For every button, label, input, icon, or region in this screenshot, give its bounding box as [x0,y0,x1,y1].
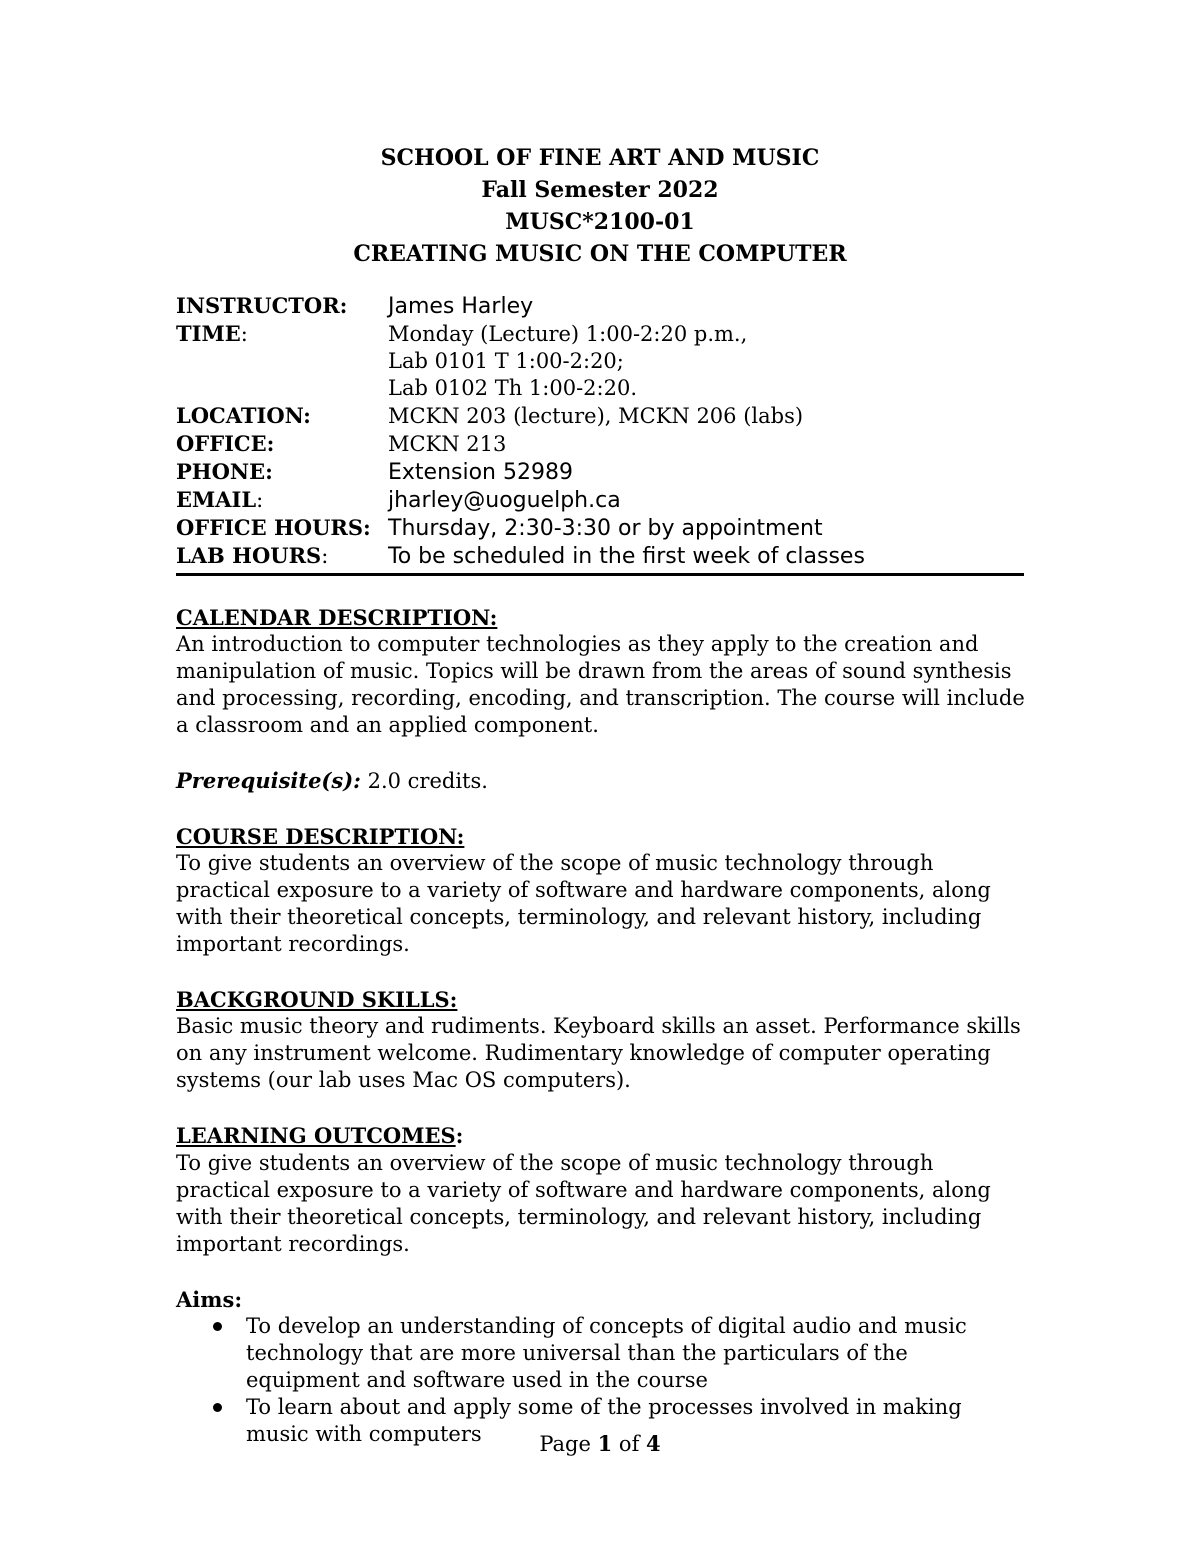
prerequisites-label: Prerequisite(s): [176,768,361,793]
course-info-block [176,292,1024,576]
email-value[interactable]: jharley@uoguelph.ca [388,488,621,513]
course-code: MUSC*2100-01 [505,209,695,235]
location-row [176,402,1024,430]
prerequisites-section [176,767,1026,795]
email-row [176,486,1024,514]
prerequisites-value: 2.0 credits. [367,769,488,793]
page-word: Page [539,1432,591,1456]
calendar-description-title: CALENDAR DESCRIPTION: [176,605,498,630]
course-description-text: To give students an overview of the scope of music technology through practical exposure to a variety of software and hardware components, along with their theoretical concepts, terminology, and relevant history, including important recordings. [176,851,991,956]
office-value: MCKN 213 [388,432,507,456]
learning-outcomes-text: To give students an overview of the scope of music technology through practical exposure to a variety of software and hardware components, along with their theoretical concepts, terminology, and relevant history, including important recordings. [176,1151,991,1256]
instructor-row [176,292,1024,320]
aims-list-item: To learn about and apply some of the processes involved in making music with computers [246,1394,1026,1448]
time-label [176,320,388,348]
office-label: OFFICE: [176,431,275,456]
location-value: MCKN 203 (lecture), MCKN 206 (labs) [388,404,804,428]
page-number: 1 [597,1431,613,1456]
phone-label: PHONE: [176,459,273,484]
time-line-lab-0101: Lab 0101 T 1:00-2:20; [388,349,624,373]
office-row [176,430,1024,458]
time-value [388,321,1024,402]
lab-hours-value: To be scheduled in the first week of classes [388,544,865,569]
lab-hours-label-colon: : [321,544,329,568]
phone-value: Extension 52989 [388,460,573,485]
phone-row [176,458,1024,486]
page-footer [0,1430,1200,1458]
time-line-lecture: Monday (Lecture) 1:00-2:20 p.m., [388,322,748,346]
email-label-colon: : [256,488,264,512]
background-skills-title: BACKGROUND SKILLS: [176,987,458,1012]
time-row [176,320,1024,402]
time-label-text: TIME [176,321,241,346]
background-skills-text: Basic music theory and rudiments. Keyboard skills an asset. Performance skills on any instrument welcome. Rudimentary knowledge of computer operating systems (our lab uses Mac OS computers). [176,1014,1021,1092]
calendar-description-section [176,604,1026,739]
learning-outcomes-title: LEARNING OUTCOMES [176,1123,456,1148]
background-skills-section [176,986,1026,1094]
lab-hours-label-text: LAB HOURS [176,543,322,568]
email-label-text: EMAIL [176,487,257,512]
learning-outcomes-section [176,1122,1026,1258]
semester: Fall Semester 2022 [481,177,719,203]
office-hours-row [176,514,1024,542]
course-description-section [176,823,1026,958]
document-header [176,142,1024,270]
learning-outcomes-heading [176,1122,1026,1150]
school-name: SCHOOL OF FINE ART AND MUSIC [380,145,820,171]
time-label-colon: : [240,322,248,346]
aims-list [176,1313,1026,1448]
info-divider [176,573,1024,576]
email-label [176,486,388,514]
learning-outcomes-colon: : [455,1123,464,1148]
office-hours-value: Thursday, 2:30-3:30 or by appointment [388,516,823,541]
office-hours-label: OFFICE HOURS: [176,515,371,540]
instructor-label: INSTRUCTOR: [176,293,348,318]
lab-hours-label [176,542,388,570]
instructor-value: James Harley [388,294,534,319]
location-label: LOCATION: [176,403,311,428]
time-line-lab-0102: Lab 0102 Th 1:00-2:20. [388,376,637,400]
calendar-description-text: An introduction to computer technologies as they apply to the creation and manipulation of music. Topics will be drawn from the areas of sound synthesis and processing, recording, encoding, and transcription. The course will include a classroom and an applied component. [176,632,1025,737]
lab-hours-row [176,542,1024,570]
course-title: CREATING MUSIC ON THE COMPUTER [353,241,847,267]
page-total: 4 [646,1431,661,1456]
aims-section [176,1286,1026,1448]
aims-title: Aims: [176,1287,243,1312]
of-word: of [618,1432,640,1456]
course-description-title: COURSE DESCRIPTION: [176,824,465,849]
aims-list-item: To develop an understanding of concepts of digital audio and music technology that are more universal than the particulars of the equipment and software used in the course [246,1313,1026,1394]
document-page [176,142,1026,1448]
